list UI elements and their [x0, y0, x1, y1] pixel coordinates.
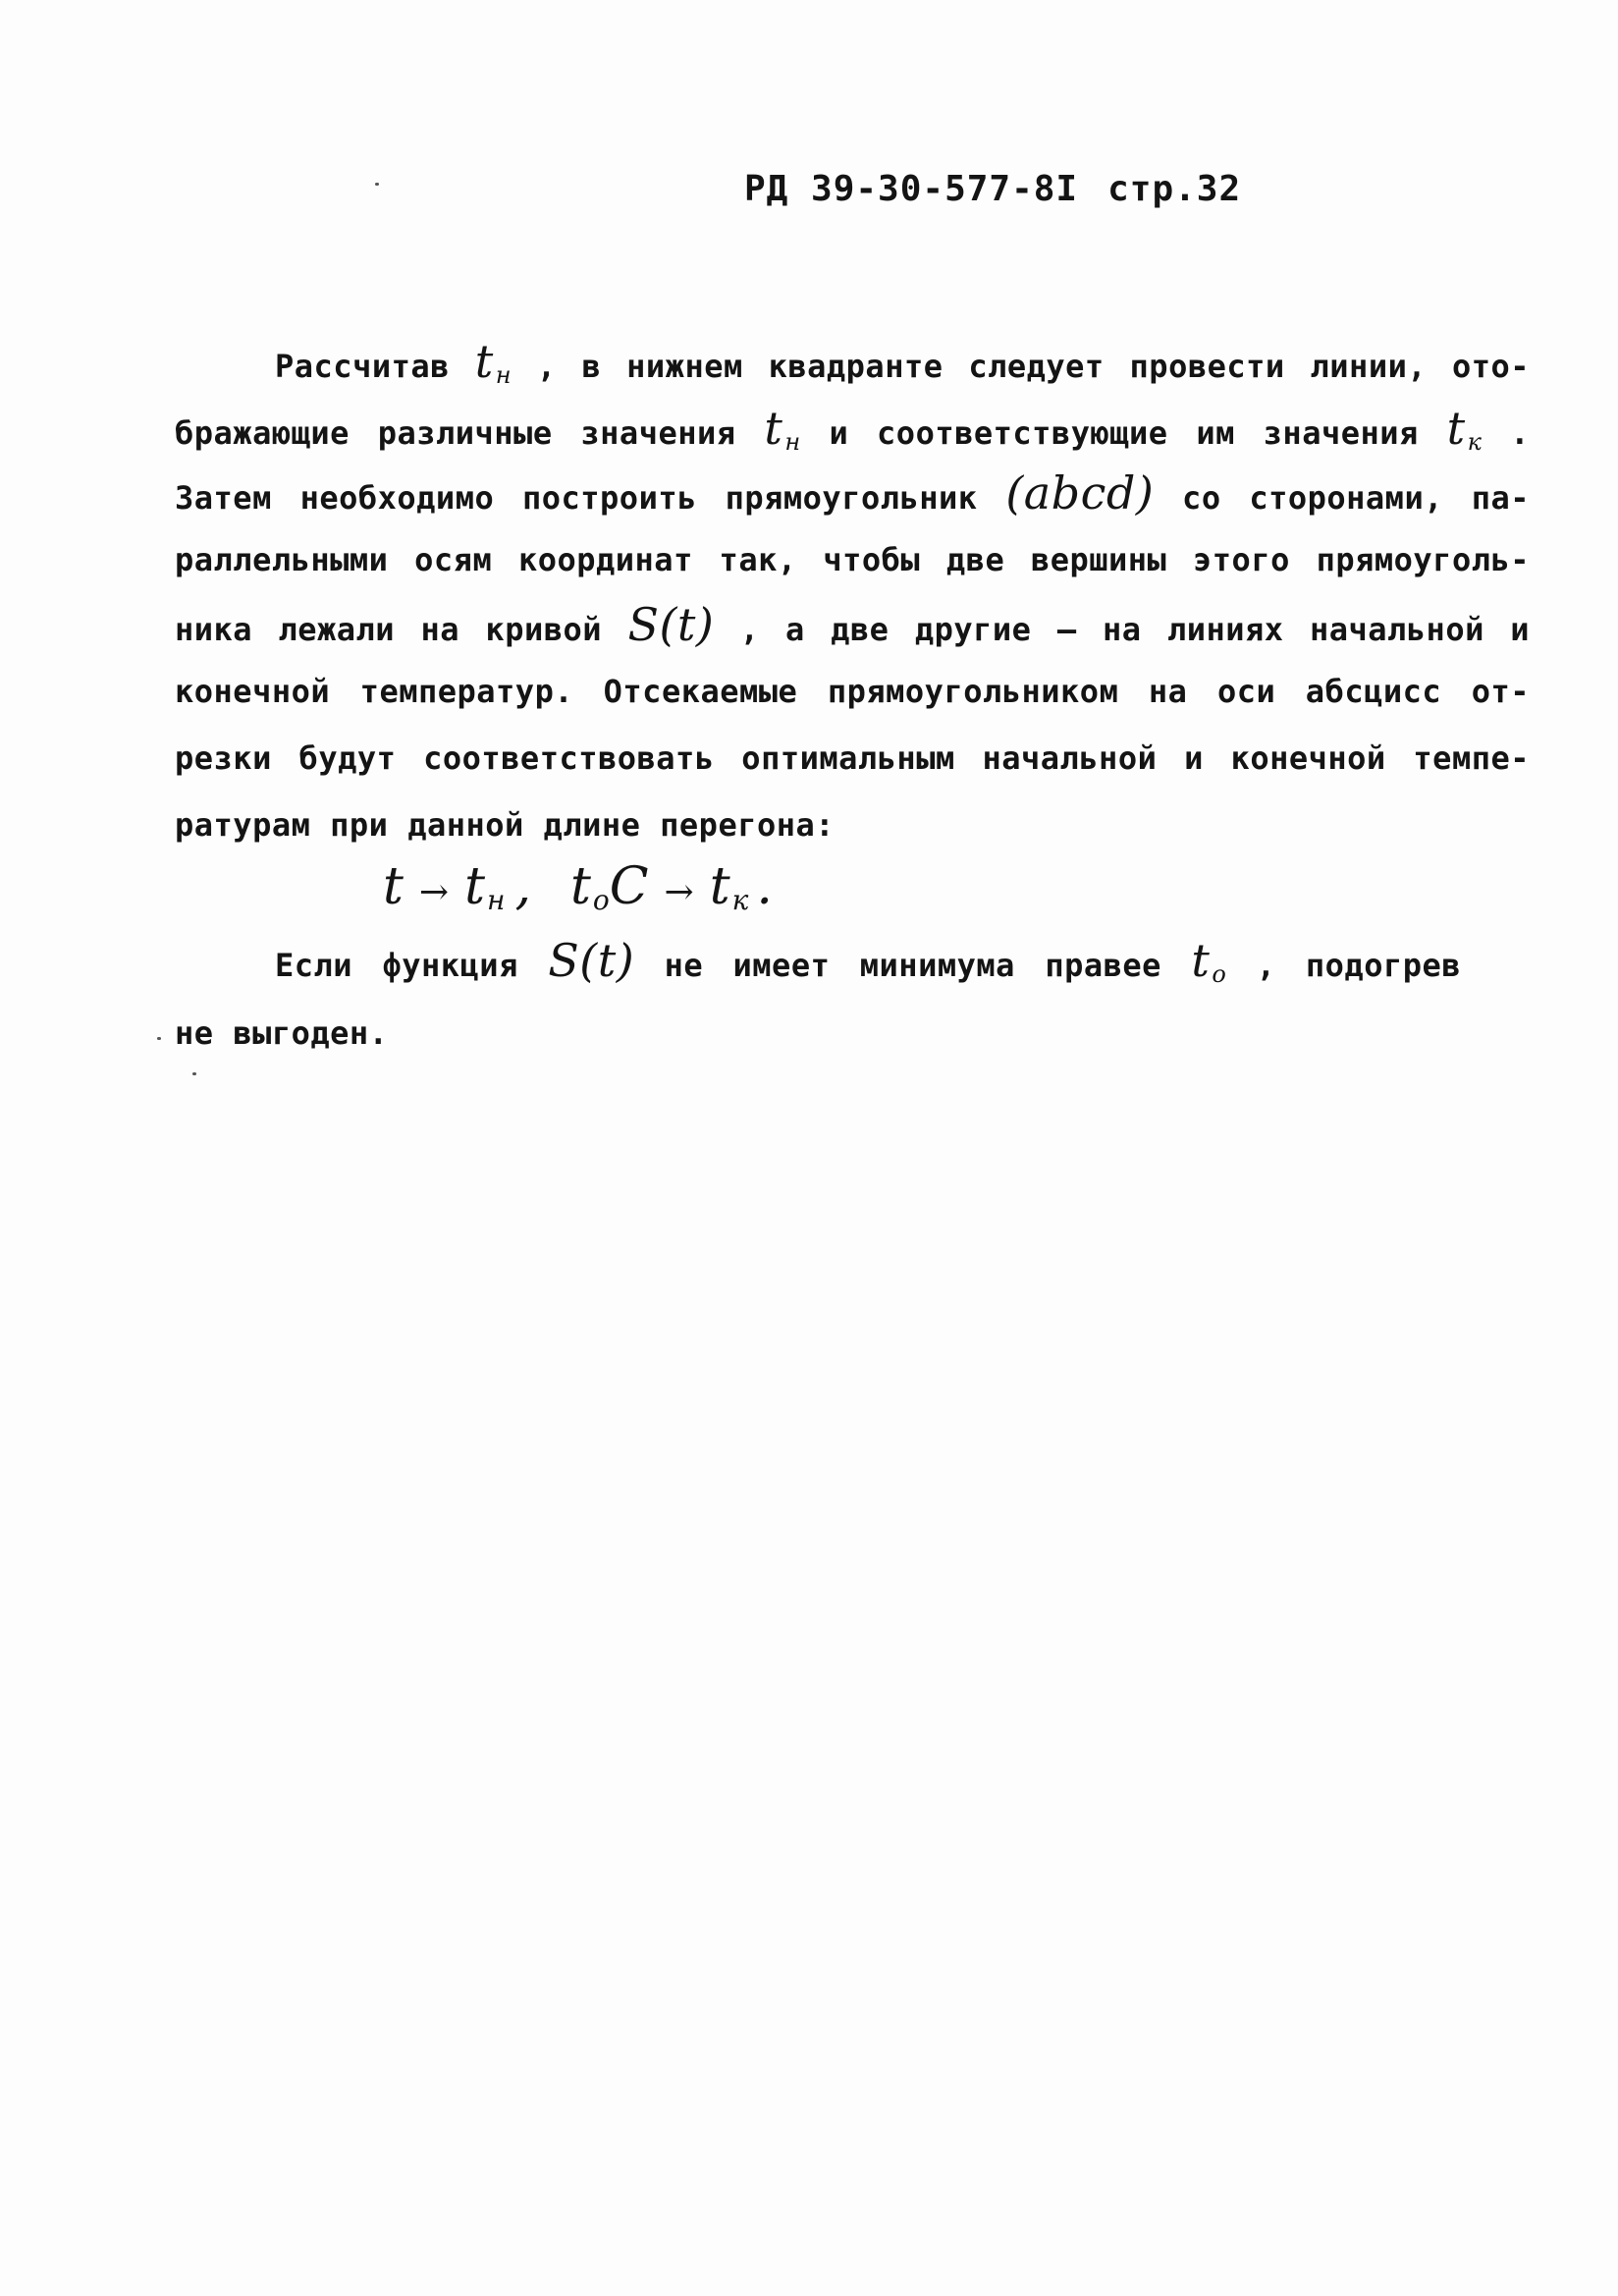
text-span: Рассчитав: [275, 348, 450, 385]
handwritten-variable: $t_к$: [1446, 402, 1483, 456]
text-span: Затем необходимо построить прямоугольник: [175, 479, 978, 517]
formula-subscript: н: [486, 884, 506, 916]
text-span: и соответствующие им значения: [829, 414, 1419, 452]
text-span: Если функция: [275, 947, 518, 984]
text-span: конечной температур. Отсекаемые прямоугольником на оси абсцисс от-: [175, 673, 1530, 710]
paragraph-1-line-2: [175, 401, 1530, 456]
formula-end: .: [756, 857, 773, 916]
formula-separator: ,: [514, 857, 531, 916]
paragraph-2-line-2: [175, 1006, 1530, 1061]
paragraph-1-line-1: [275, 334, 1530, 389]
text-span: не выгоден.: [175, 1014, 389, 1052]
text-span: , а две другие – на линиях начальной и: [739, 611, 1531, 648]
page-header: [744, 169, 1241, 209]
handwritten-variable: $t_н$: [474, 335, 512, 389]
scan-speck: [375, 183, 379, 186]
formula-subscript: к: [731, 884, 749, 916]
formula-var: t: [709, 857, 730, 916]
handwritten-variable: $t_о$: [1191, 934, 1227, 988]
paragraph-1-line-8: [175, 797, 1530, 852]
formula-var: t: [464, 857, 485, 916]
scan-speck: [157, 1037, 161, 1040]
formula-var: C: [609, 857, 649, 916]
text-span: ника лежали на кривой: [175, 611, 603, 648]
paragraph-1-line-6: [175, 664, 1530, 719]
formula-var: t: [569, 857, 591, 916]
text-span: .: [1510, 414, 1531, 452]
text-span: ратурам при данной длине перегона:: [175, 806, 836, 844]
text-span: , подогрев: [1256, 947, 1462, 984]
arrow-icon: →: [418, 872, 450, 912]
text-span: не имеет минимума правее: [664, 947, 1161, 984]
text-span: , в нижнем квадранте следует провести линии, ото-: [536, 348, 1531, 385]
scan-speck: [192, 1072, 196, 1075]
text-span: резки будут соответствовать оптимальным начальной и конечной темпе-: [175, 739, 1530, 777]
handwritten-variable: S(t): [627, 598, 715, 651]
document-id: РД 39-30-577-8I: [744, 169, 1079, 209]
handwritten-variable: (abcd): [1005, 466, 1155, 519]
text-span: со сторонами, па-: [1182, 479, 1531, 517]
paragraph-1-line-3: [175, 465, 1530, 520]
page-number: стр.32: [1107, 169, 1242, 209]
formula-var: t: [383, 857, 404, 916]
formula: [383, 852, 773, 921]
arrow-icon: →: [664, 872, 694, 912]
paragraph-1-line-5: [175, 597, 1530, 652]
handwritten-variable: $t_н$: [764, 402, 801, 456]
paragraph-1-line-4: [175, 532, 1530, 587]
text-span: бражающие различные значения: [175, 414, 736, 452]
text-span: раллельными осям координат так, чтобы две вершины этого прямоуголь-: [175, 541, 1530, 578]
handwritten-variable: S(t): [548, 934, 635, 987]
paragraph-1-line-7: [175, 731, 1530, 786]
paragraph-2-line-1: [275, 933, 1461, 988]
formula-subscript: о: [592, 884, 610, 916]
